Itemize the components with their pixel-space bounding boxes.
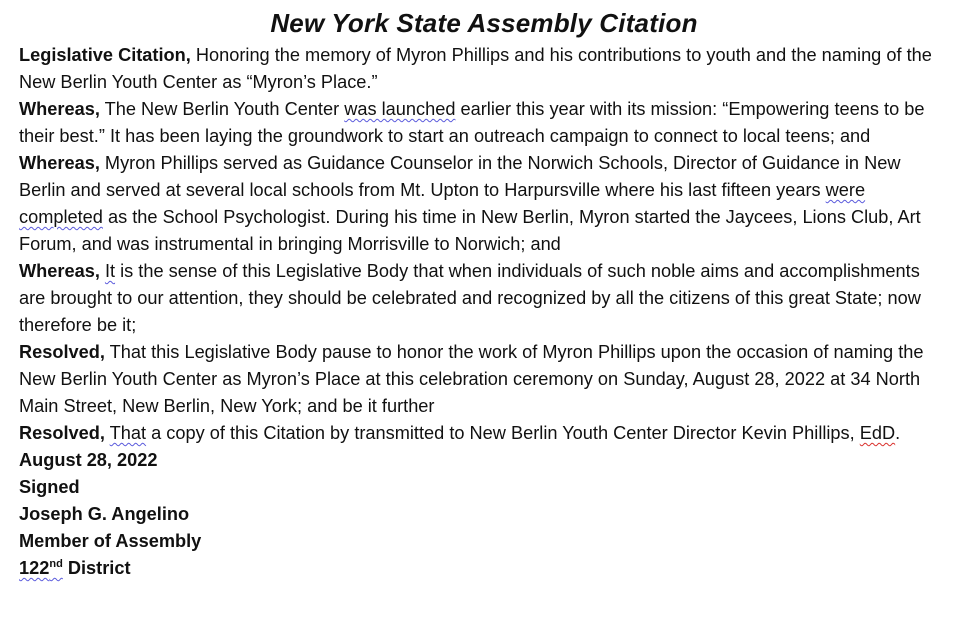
district-number[interactable] [19,558,63,578]
district-number-value: 122 [19,558,50,578]
signature-name: Joseph G. Angelino [19,504,190,524]
paragraph-text: Honoring the memory of Myron Phillips and his contributions to youth and the naming of the New Berlin Youth Center as “Myron’s Place.” [19,45,932,92]
paragraph-lead: Whereas, [19,99,100,119]
paragraph-text: Myron Phillips served as Guidance Counselor in the Norwich Schools, Director of Guidance in New Berlin and served at several local schools from Mt. Upton to Harpursville where his last fifteen years [19,153,901,200]
spelling-flagged-text[interactable]: EdD [859,423,896,443]
document-title: New York State Assembly Citation [270,8,698,38]
paragraph-resolved-2 [19,420,949,447]
signature-role: Member of Assembly [19,531,202,551]
signature-signed: Signed [19,477,80,497]
citation-document [19,6,949,582]
paragraph-lead: Whereas, [19,153,100,173]
paragraph-text: earlier this year with its mission: “Empowering teens to be their best.” It has been laying the groundwork to start an outreach campaign to connect to local teens; and [19,99,925,146]
paragraph-legislative-citation [19,42,949,96]
district-word: District [62,558,131,578]
paragraph-text: a copy of this Citation by transmitted to New Berlin Youth Center Director Kevin Phillips, [146,423,860,443]
paragraph-text: as the School Psychologist. During his time in New Berlin, Myron started the Jaycees, Lions Club, Art Forum, and was instrumental in bringing Morrisville to Norwich; and [19,207,921,254]
district-ordinal-suffix: nd [49,557,63,570]
paragraph-lead: Legislative Citation, [19,45,191,65]
paragraph-lead: Whereas, [19,261,100,281]
signature-district [19,555,949,582]
paragraph-lead: Resolved, [19,342,105,362]
paragraph-whereas-2 [19,150,949,258]
paragraph-whereas-1 [19,96,949,150]
paragraph-text: is the sense of this Legislative Body that when individuals of such noble aims and accomplishments are brought to our attention, they should be celebrated and recognized by all the citizens of this great State; now therefore be it; [19,261,921,335]
paragraph-resolved-1 [19,339,949,420]
paragraph-lead: Resolved, [19,423,105,443]
grammar-flagged-text[interactable]: was launched [344,99,456,119]
grammar-flagged-text[interactable]: It [104,261,116,281]
paragraph-text: The New Berlin Youth Center [99,99,345,119]
grammar-flagged-text[interactable]: were completed [19,180,866,227]
paragraph-text: . [895,423,901,443]
paragraph-text: That this Legislative Body pause to honor the work of Myron Phillips upon the occasion of naming the New Berlin Youth Center as Myron’s Place at this celebration ceremony on Sunday, August 28, 2022 at 34 North Main Street, New Berlin, New York; and be it further [19,342,924,416]
signature-date: August 28, 2022 [19,450,158,470]
paragraph-whereas-3 [19,258,949,339]
grammar-flagged-text[interactable]: That [109,423,147,443]
